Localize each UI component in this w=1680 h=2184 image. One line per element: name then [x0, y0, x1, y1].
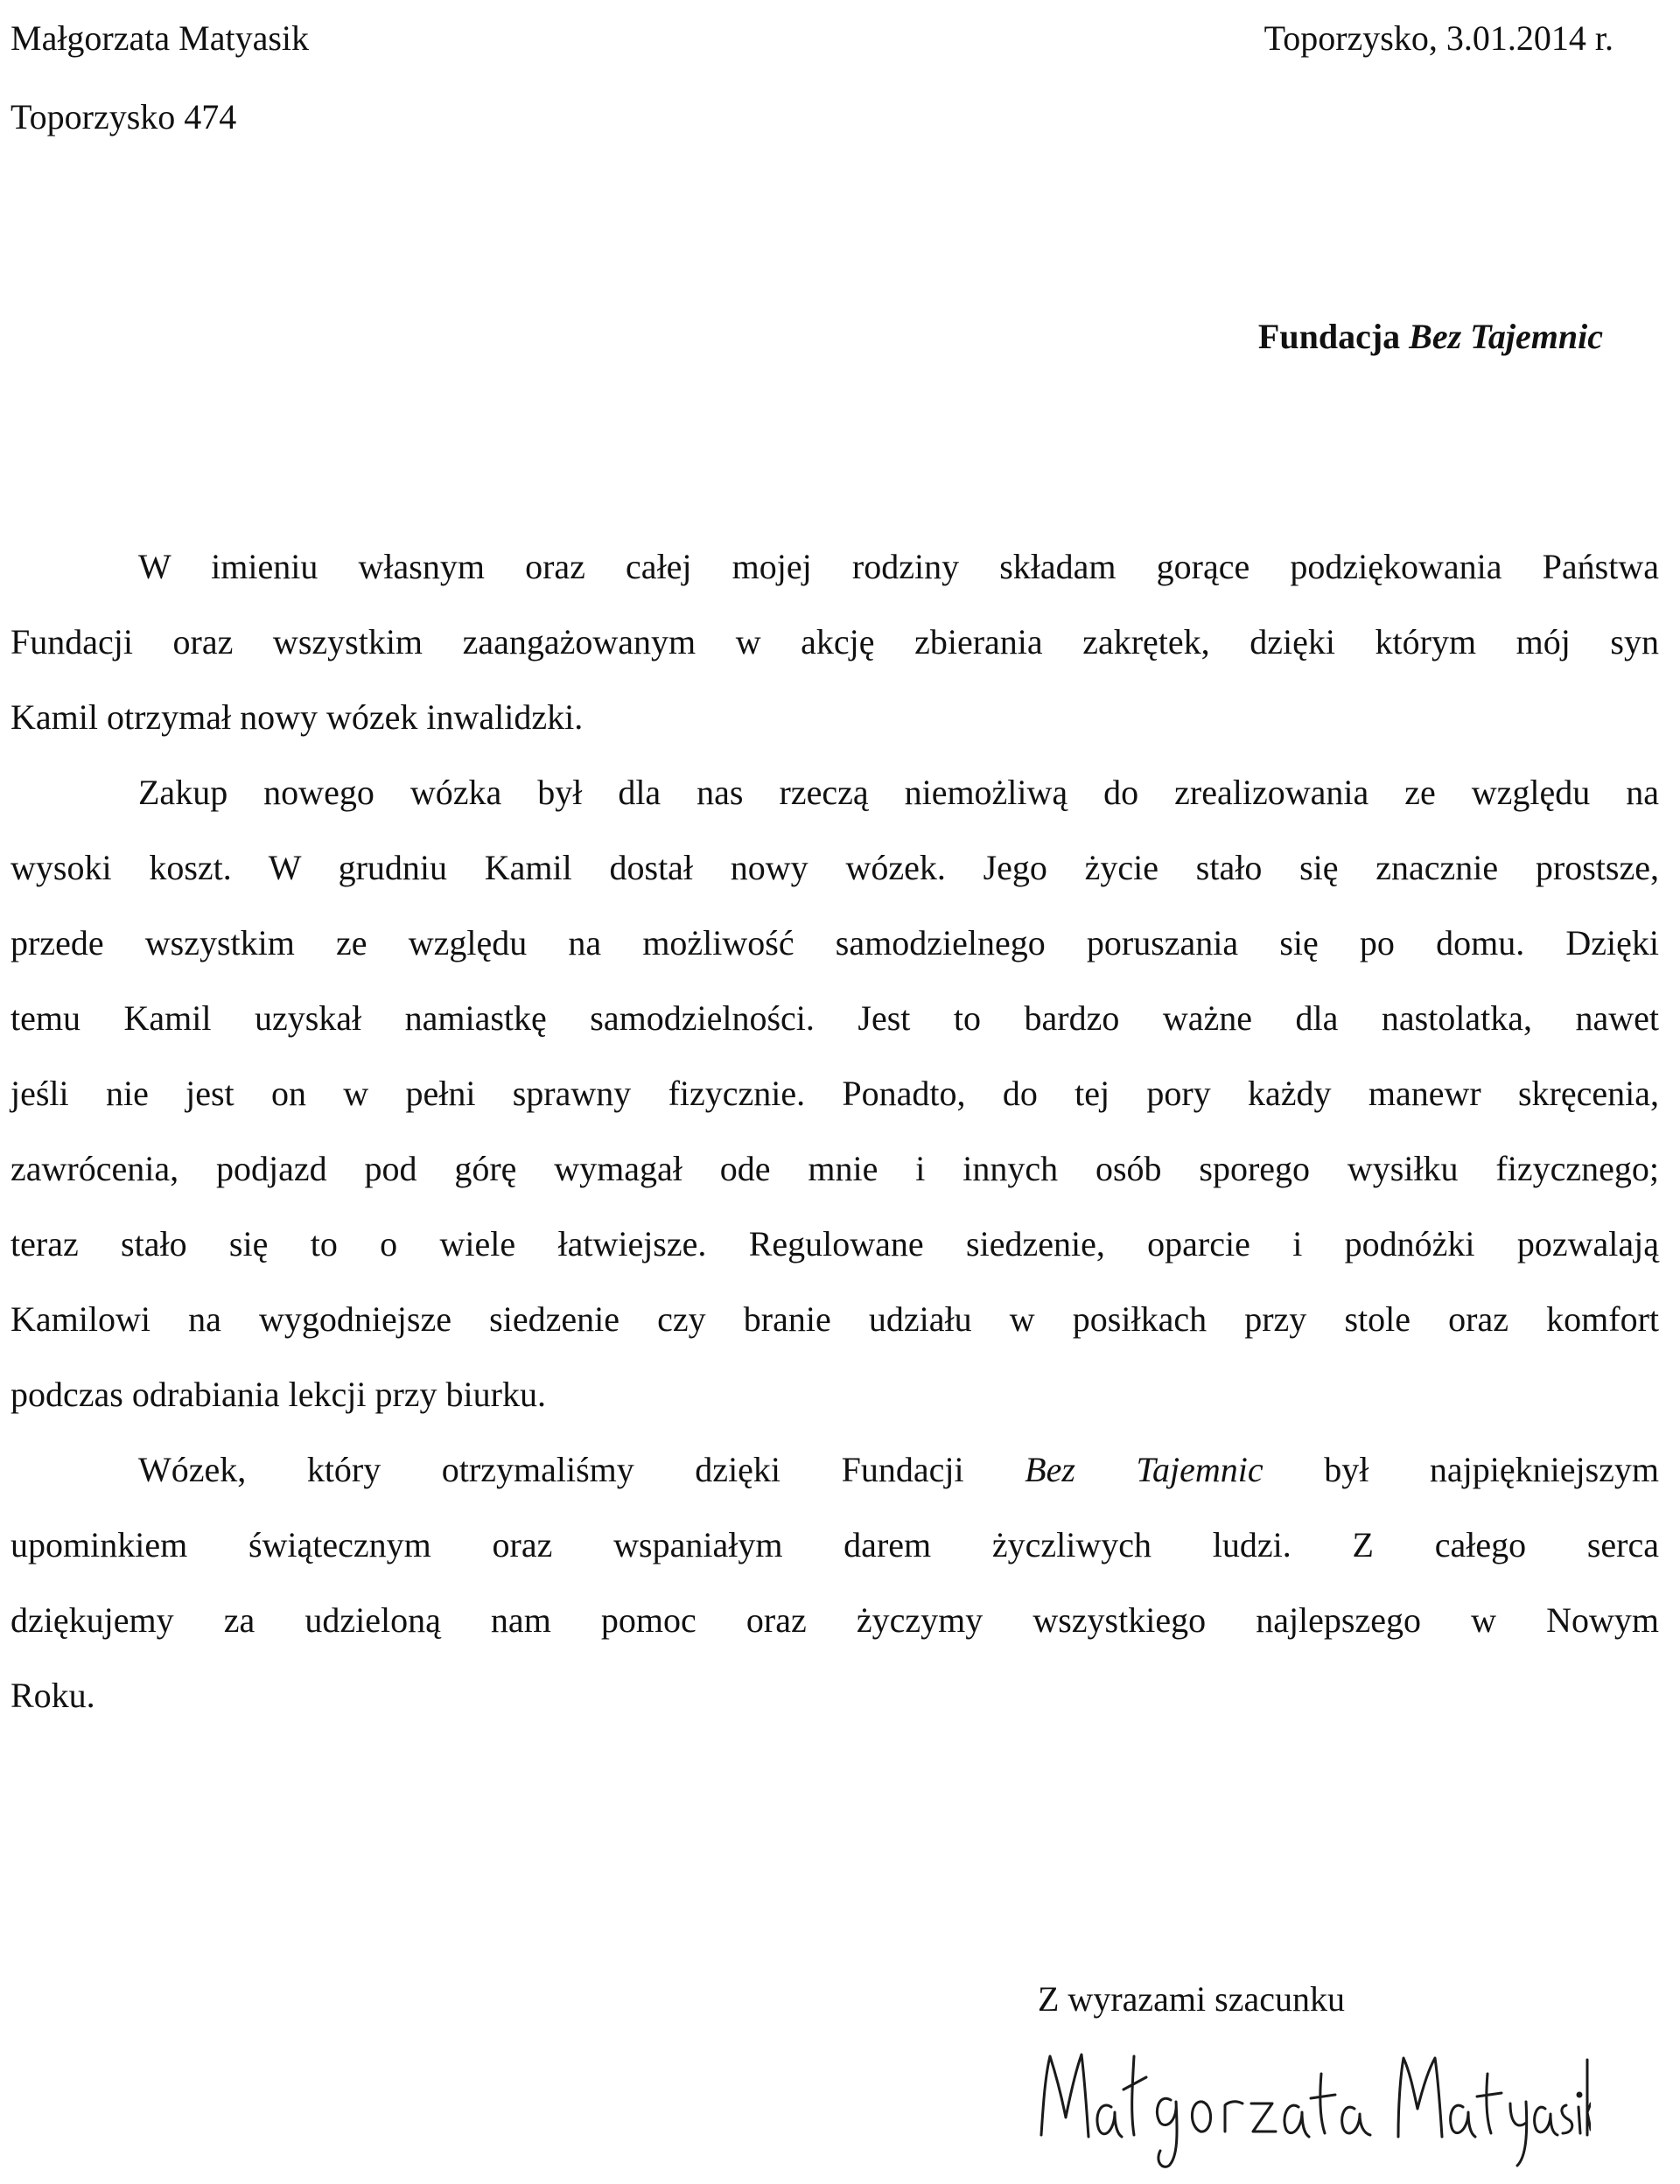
sender-address: Toporzysko 474 — [10, 97, 237, 136]
paragraph-line: upominkiem świątecznym oraz wspaniałym darem życzliwych ludzi. Z całego serca — [10, 1525, 1659, 1564]
paragraph-line: Kamilowi na wygodniejsze siedzenie czy branie udziału w posiłkach przy stole oraz komfort — [10, 1299, 1659, 1339]
sender-name: Małgorzata Matyasik — [10, 18, 309, 58]
paragraph-3 — [10, 1432, 1659, 1733]
foundation-name-italic: Bez Tajemnic — [1025, 1450, 1264, 1489]
paragraph-line: W imieniu własnym oraz całej mojej rodziny składam gorące podziękowania Państwa — [138, 547, 1659, 586]
paragraph-line: jeśli nie jest on w pełni sprawny fizycznie. Ponadto, do tej pory każdy manewr skręcenia, — [10, 1074, 1659, 1113]
paragraph-2 — [10, 755, 1659, 1432]
paragraph-line: Kamil otrzymał nowy wózek inwalidzki. — [10, 697, 584, 737]
paragraph-line: przede wszystkim ze względu na możliwość samodzielnego poruszania się po domu. Dzięki — [10, 923, 1659, 962]
paragraph-text: Wózek, który otrzymaliśmy dzięki Fundacji — [138, 1450, 964, 1489]
recipient-foundation-name: Bez Tajemnic — [1409, 317, 1603, 356]
paragraph-1 — [10, 529, 1659, 755]
paragraph-line — [10, 1432, 1659, 1508]
recipient — [1258, 311, 1603, 363]
paragraph-line: Zakup nowego wózka był dla nas rzeczą niemożliwą do zrealizowania ze względu na — [138, 773, 1659, 812]
paragraph-text: był najpiękniejszym — [1324, 1450, 1660, 1489]
paragraph-line: temu Kamil uzyskał namiastkę samodzielności. Jest to bardzo ważne dla nastolatka, nawet — [10, 998, 1659, 1038]
paragraph-line: wysoki koszt. W grudniu Kamil dostał nowy wózek. Jego życie stało się znacznie prostsze, — [10, 848, 1659, 887]
signature-drawing — [1031, 2039, 1591, 2170]
paragraph-line: podczas odrabiania lekcji przy biurku. — [10, 1375, 546, 1414]
paragraph-line: zawrócenia, podjazd pod górę wymagał ode mnie i innych osób sporego wysiłku fizycznego; — [10, 1149, 1659, 1188]
paragraph-line: dziękujemy za udzieloną nam pomoc oraz życzymy wszystkiego najlepszego w Nowym — [10, 1600, 1659, 1640]
handwritten-signature — [1031, 2039, 1591, 2170]
closing-phrase: Z wyrazami szacunku — [1038, 1979, 1345, 2019]
paragraph-line: Fundacji oraz wszystkim zaangażowanym w akcję zbierania zakrętek, dzięki którym mój syn — [10, 622, 1659, 662]
place-and-date: Toporzysko, 3.01.2014 r. — [1264, 18, 1614, 58]
letter-body — [10, 529, 1659, 1733]
recipient-prefix: Fundacja — [1257, 317, 1401, 356]
paragraph-line: Roku. — [10, 1676, 95, 1715]
paragraph-line: teraz stało się to o wiele łatwiejsze. Regulowane siedzenie, oparcie i podnóżki pozwalają — [10, 1224, 1659, 1264]
